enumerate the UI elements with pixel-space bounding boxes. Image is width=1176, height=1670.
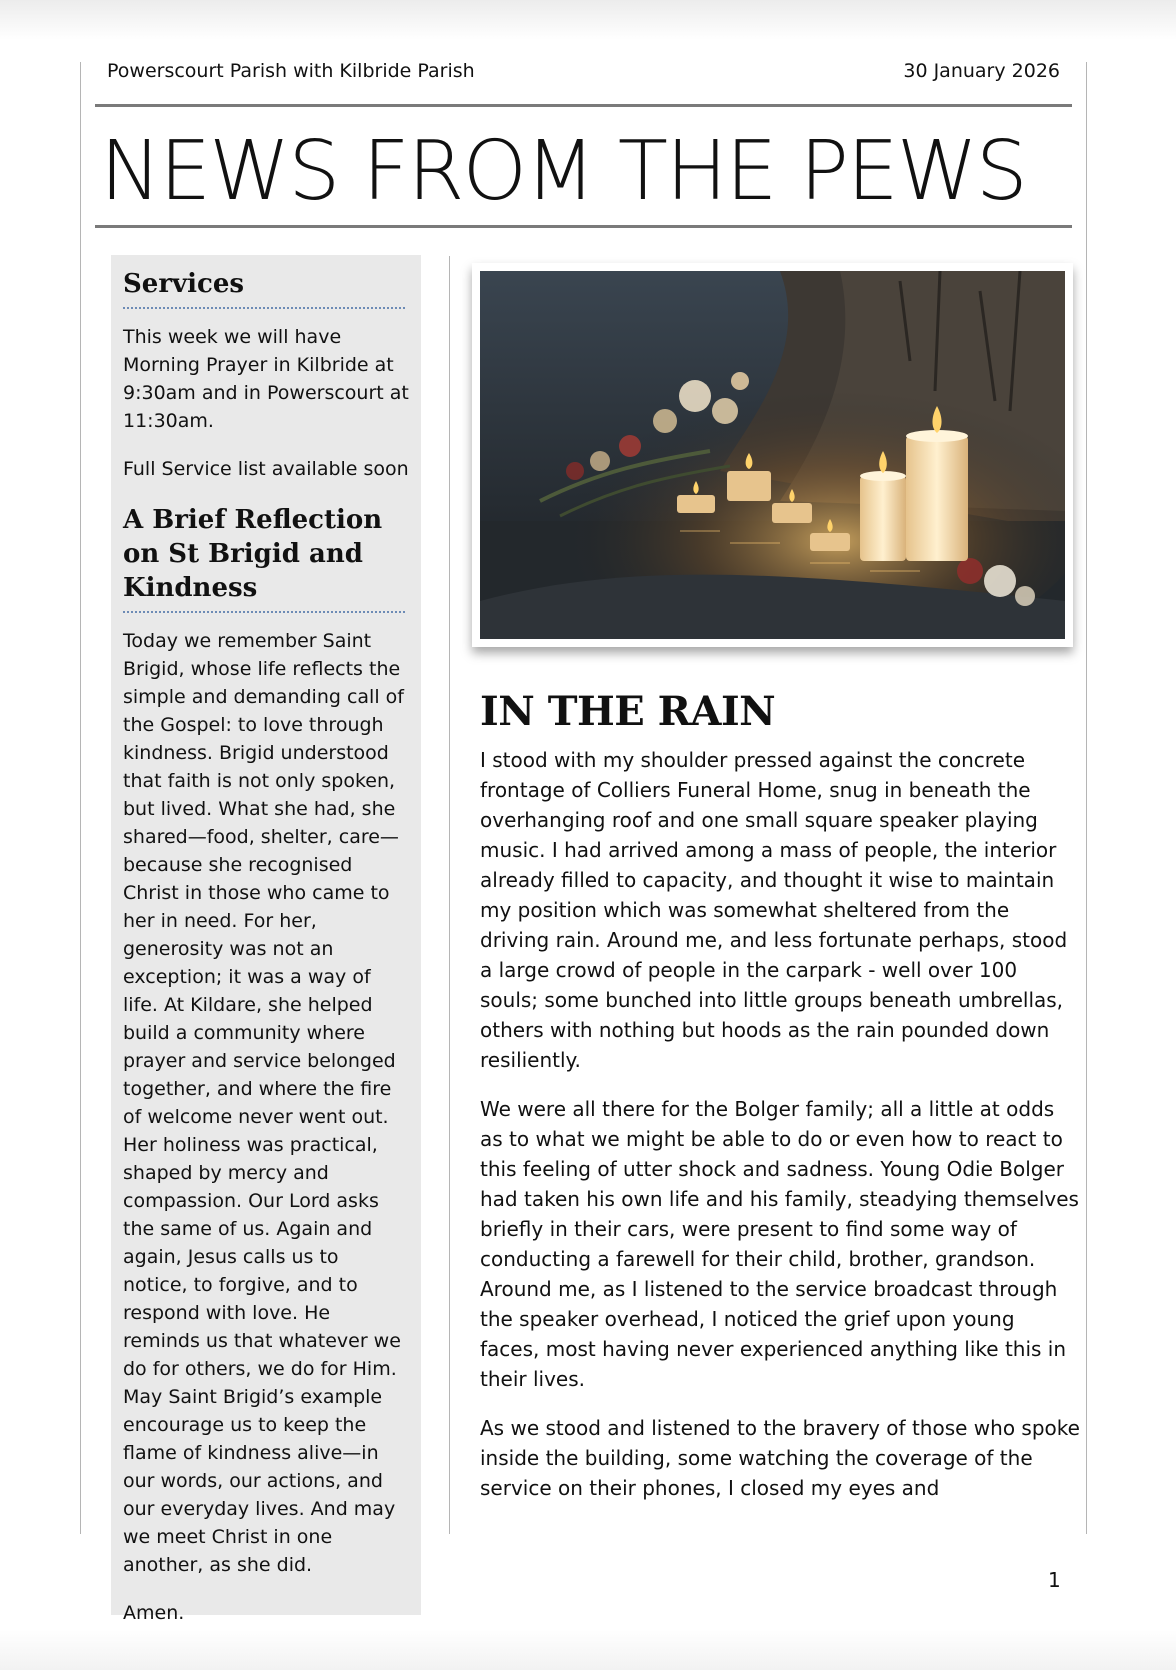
candles-photo — [480, 271, 1065, 639]
article-paragraph: We were all there for the Bolger family; all a little at odds as to what we might be able to do or even how to react to this feeling of utter shock and sadness. Young Odie Bolger had taken his own life and his family, steadying themselves briefly in their cars, were present to find some way of conducting a farewell for their child, brother, grandson. Around me, as I listened to the service broadcast through the speaker overhead, I noticed the grief upon young faces, most having never experienced anything like this in their lives. — [480, 1097, 1079, 1391]
top-rule — [95, 104, 1072, 107]
article-photo-frame — [472, 263, 1073, 647]
reflection-text — [123, 627, 409, 1627]
column-divider — [449, 256, 450, 1534]
dotted-divider — [123, 611, 405, 613]
services-text — [123, 323, 409, 483]
bottom-shade — [0, 1630, 1176, 1670]
masthead-rule — [95, 225, 1072, 228]
top-shade — [0, 0, 1176, 40]
amen-text: Amen. — [123, 1602, 185, 1624]
article-body — [480, 745, 1080, 1522]
article-paragraph: I stood with my shoulder pressed against the concrete frontage of Colliers Funeral Home, snug in beneath the overhanging roof and one small square speaker playing music. I had arrived among a mass of people, the interior already filled to capacity, and thought it wise to maintain my position which was somewhat sheltered from the driving rain. Around me, and less fortunate perhaps, stood a large crowd of people in the carpark - well over 100 souls; some bunched into little groups beneath umbrellas, others with nothing but hoods as the rain pounded down resiliently. — [480, 748, 1068, 1072]
right-margin-line — [1086, 62, 1087, 1534]
reflection-heading: A Brief Reflection on St Brigid and Kindness — [123, 505, 383, 603]
left-margin-line — [80, 62, 81, 1534]
reflection-paragraph: Today we remember Saint Brigid, whose life reflects the simple and demanding call of the Gospel: to love through kindness. Brigid understood that faith is not only spoken, but lived. What she had, she shared—food, shelter, care—because she recognised Christ in those who came to her in need. For her, generosity was not an exception; it was a way of life. At Kildare, she helped build a community where prayer and service belonged together, and where the fire of welcome never went out. Her holiness was practical, shaped by mercy and compassion. Our Lord asks the same of us. Again and again, Jesus calls us to notice, to forgive, and to respond with love. He reminds us that whatever we do for others, we do for Him. May Saint Brigid’s example encourage us to keep the flame of kindness alive—in our words, our actions, and our everyday lives. And may we meet Christ in one another, as she did. — [123, 630, 404, 1576]
services-list-note: Full Service list available soon — [123, 458, 409, 480]
masthead-title: NEWS FROM THE PEWS — [100, 124, 1026, 219]
services-heading: Services — [123, 269, 245, 299]
page-number: 1 — [1048, 1568, 1061, 1592]
candles-illustration — [480, 271, 1065, 639]
article-title: IN THE RAIN — [480, 688, 776, 735]
issue-date: 30 January 2026 — [903, 60, 1060, 82]
dotted-divider — [123, 307, 405, 309]
services-paragraph: This week we will have Morning Prayer in Kilbride at 9:30am and in Powerscourt at 11:30am. — [123, 326, 409, 432]
parish-name: Powerscourt Parish with Kilbride Parish — [107, 60, 475, 82]
article-paragraph: As we stood and listened to the bravery of those who spoke inside the building, some watching the coverage of the service on their phones, I closed my eyes and — [480, 1416, 1080, 1500]
sidebar — [111, 255, 421, 1624]
